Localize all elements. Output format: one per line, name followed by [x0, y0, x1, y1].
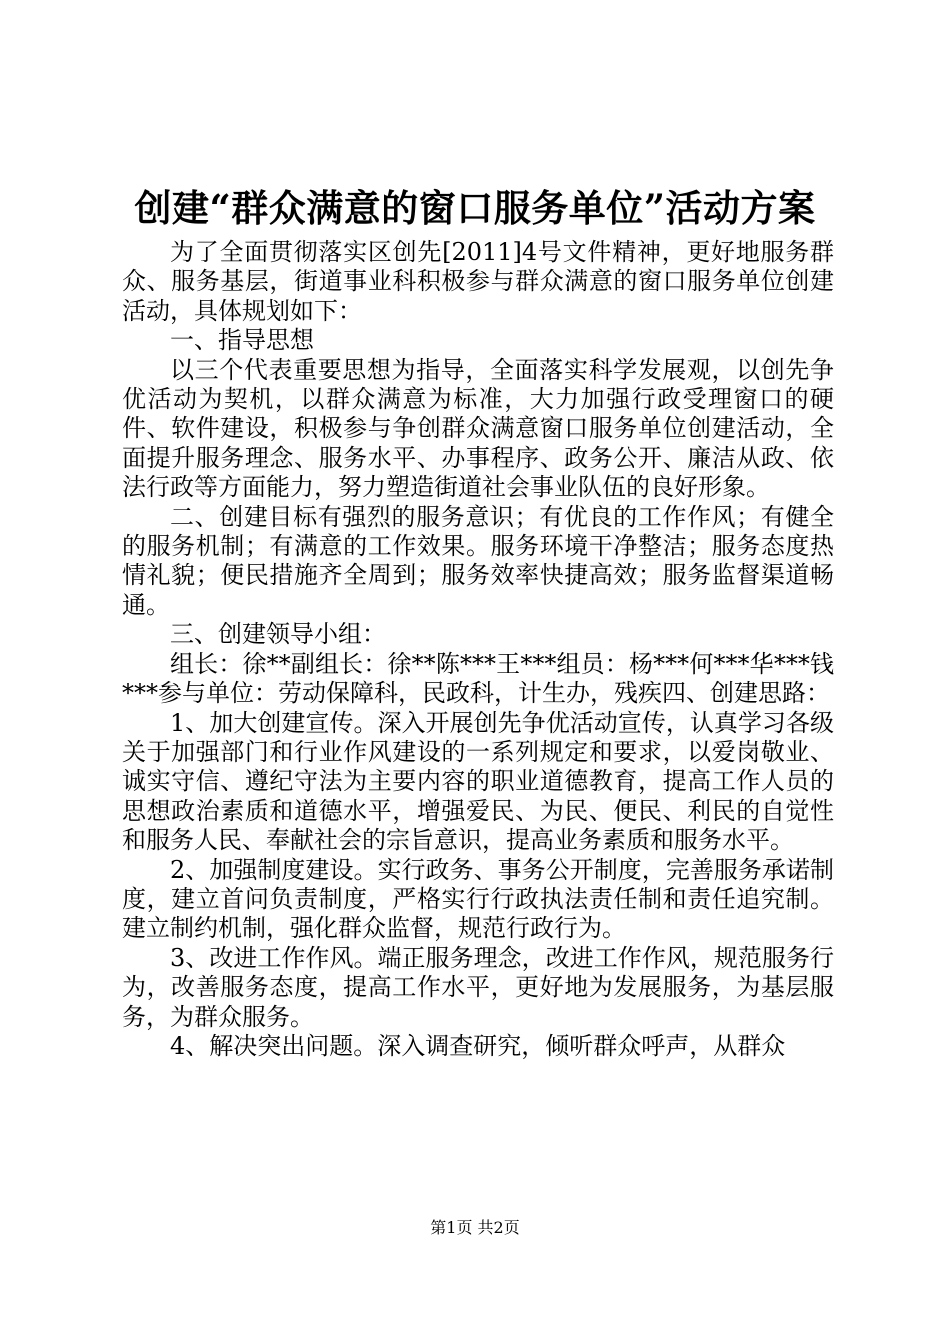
paragraph-guiding-thought: 以三个代表重要思想为指导，全面落实科学发展观，以创先争优活动为契机，以群众满意为标准，大力加强行政受理窗口的硬件、软件建设，积极参与争创群众满意窗口服务单位创建活动，全面提升服务理念、服务水平、办事程序、政务公开、廉洁从政、依法行政等方面能力，努力塑造街道社会事业队伍的良好形象。	[122, 355, 834, 502]
paragraph-item-1: 1、加大创建宣传。深入开展创先争优活动宣传，认真学习各级关于加强部门和行业作风建设的一系列规定和要求，以爱岗敬业、诚实守信、遵纪守法为主要内容的职业道德教育，提高工作人员的思想政治素质和道德水平，增强爱民、为民、便民、利民的自觉性和服务人民、奉献社会的宗旨意识，提高业务素质和服务水平。	[122, 708, 834, 855]
section-heading-leadership-group: 三、创建领导小组：	[170, 620, 386, 649]
paragraph-item-3: 3、改进工作作风。端正服务理念，改进工作作风，规范服务行为，改善服务态度，提高工作水平，更好地为发展服务，为基层服务，为群众服务。	[122, 943, 834, 1031]
document-body	[122, 238, 834, 1061]
page-number-footer: 第1页 共2页	[430, 1218, 520, 1237]
paragraph-goals: 二、创建目标有强烈的服务意识；有优良的工作作风；有健全的服务机制；有满意的工作效果。服务环境干净整洁；服务态度热情礼貌；便民措施齐全周到；服务效率快捷高效；服务监督渠道畅通。	[122, 502, 834, 619]
paragraph-item-4: 4、解决突出问题。深入调查研究，倾听群众呼声，从群众	[170, 1031, 786, 1060]
section-heading-guiding-thought: 一、指导思想	[170, 326, 314, 355]
paragraph-intro: 为了全面贯彻落实区创先[2011]4号文件精神，更好地服务群众、服务基层，街道事业科积极参与群众满意的窗口服务单位创建活动，具体规划如下：	[122, 238, 834, 325]
document-title: 创建“群众满意的窗口服务单位”活动方案	[134, 186, 816, 230]
paragraph-item-2: 2、加强制度建设。实行政务、事务公开制度，完善服务承诺制度，建立首问负责制度，严格实行行政执法责任制和责任追究制。建立制约机制，强化群众监督，规范行政行为。	[122, 855, 834, 943]
paragraph-leadership-group: 组长：徐**副组长：徐**陈***王***组员：杨***何***华***钱***参与单位：劳动保障科，民政科，计生办，残疾四、创建思路：	[122, 649, 834, 708]
